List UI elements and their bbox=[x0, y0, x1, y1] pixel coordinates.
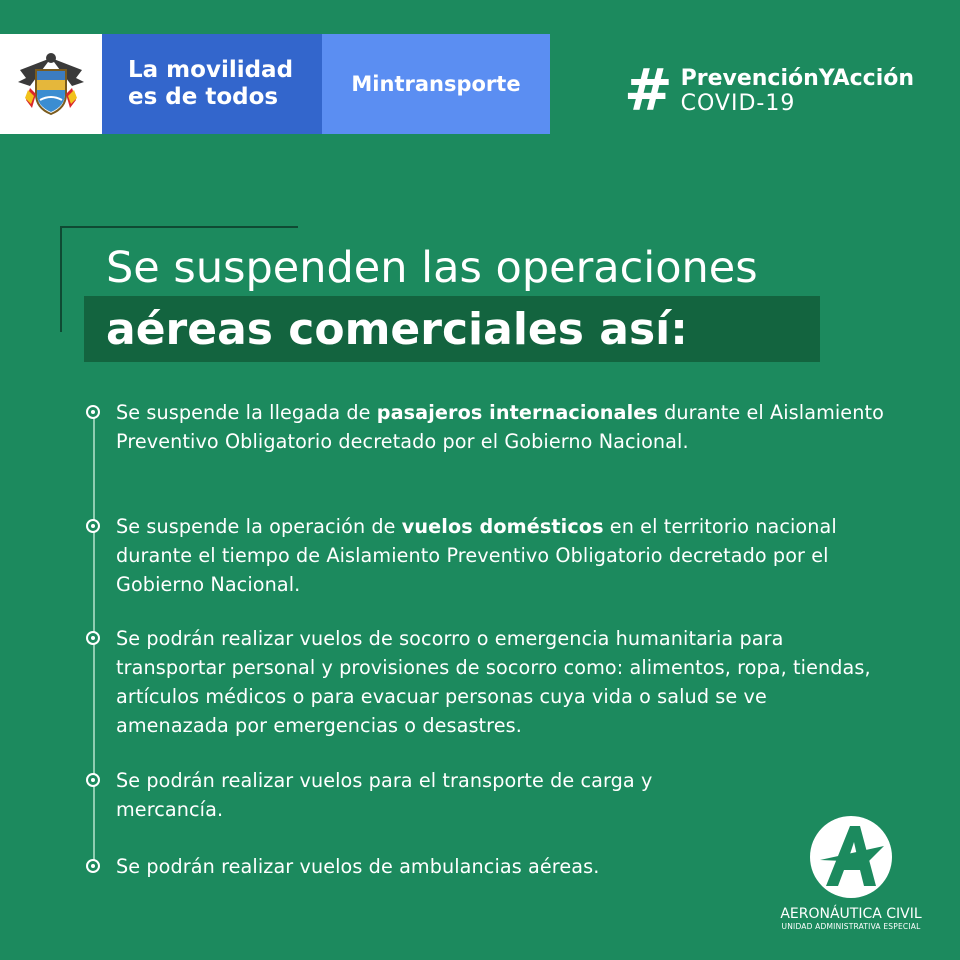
aerocivil-logo bbox=[766, 816, 936, 932]
coat-of-arms-icon bbox=[16, 48, 86, 120]
bullet-text: Se podrán realizar vuelos de ambulancias aéreas. bbox=[116, 855, 600, 878]
list-item bbox=[84, 766, 724, 824]
bullet-text: Se suspende la operación de vuelos domésticos en el territorio nacional durante el tiempo de Aislamiento Preventivo Obligatorio decretado por el Gobierno Nacional. bbox=[116, 515, 837, 596]
hashtag-block bbox=[624, 56, 915, 124]
slogan-block bbox=[102, 34, 322, 134]
hash-icon: # bbox=[624, 56, 673, 124]
crest-container bbox=[0, 34, 102, 134]
aerocivil-a-icon bbox=[810, 816, 892, 898]
hashtag-sub: COVID-19 bbox=[680, 90, 796, 116]
title-line-2: aéreas comerciales así: bbox=[106, 304, 688, 355]
list-item bbox=[84, 624, 884, 740]
bullet-dot-icon bbox=[86, 773, 100, 787]
ministry-block bbox=[322, 34, 550, 134]
aerocivil-name: AERONÁUTICA CIVIL bbox=[780, 906, 922, 922]
list-item bbox=[84, 512, 884, 599]
bullet-text: Se podrán realizar vuelos de socorro o emergencia humanitaria para transportar personal y provisiones de socorro como: alimentos, ropa, tiendas, artículos médicos o para evacuar personas cuya vida o salud se ve amenazada por emergencias o desastres. bbox=[116, 627, 871, 737]
slogan-line-2: es de todos bbox=[128, 84, 279, 110]
bullet-text: Se suspende la llegada de pasajeros internacionales durante el Aislamiento Preventivo Obligatorio decretado por el Gobierno Nacional. bbox=[116, 401, 884, 453]
bullet-dot-icon bbox=[86, 859, 100, 873]
header-logo-bar bbox=[0, 34, 550, 134]
title-bracket-top bbox=[60, 226, 298, 228]
bullet-text: Se podrán realizar vuelos para el transporte de carga y mercancía. bbox=[116, 769, 653, 821]
list-item bbox=[84, 398, 884, 456]
bullet-dot-icon bbox=[86, 519, 100, 533]
bullet-dot-icon bbox=[86, 631, 100, 645]
title-bracket-left bbox=[60, 226, 62, 332]
hashtag-text bbox=[681, 65, 914, 116]
ministry-label: Mintransporte bbox=[351, 72, 521, 96]
a-letter-icon bbox=[810, 816, 892, 898]
title-line-1: Se suspenden las operaciones bbox=[106, 243, 758, 293]
list-item bbox=[84, 852, 884, 881]
slogan-line-1: La movilidad bbox=[128, 57, 294, 83]
aerocivil-unit: UNIDAD ADMINISTRATIVA ESPECIAL bbox=[781, 922, 921, 931]
hashtag-main: PrevenciónYAcción bbox=[680, 65, 915, 91]
bullet-dot-icon bbox=[86, 405, 100, 419]
